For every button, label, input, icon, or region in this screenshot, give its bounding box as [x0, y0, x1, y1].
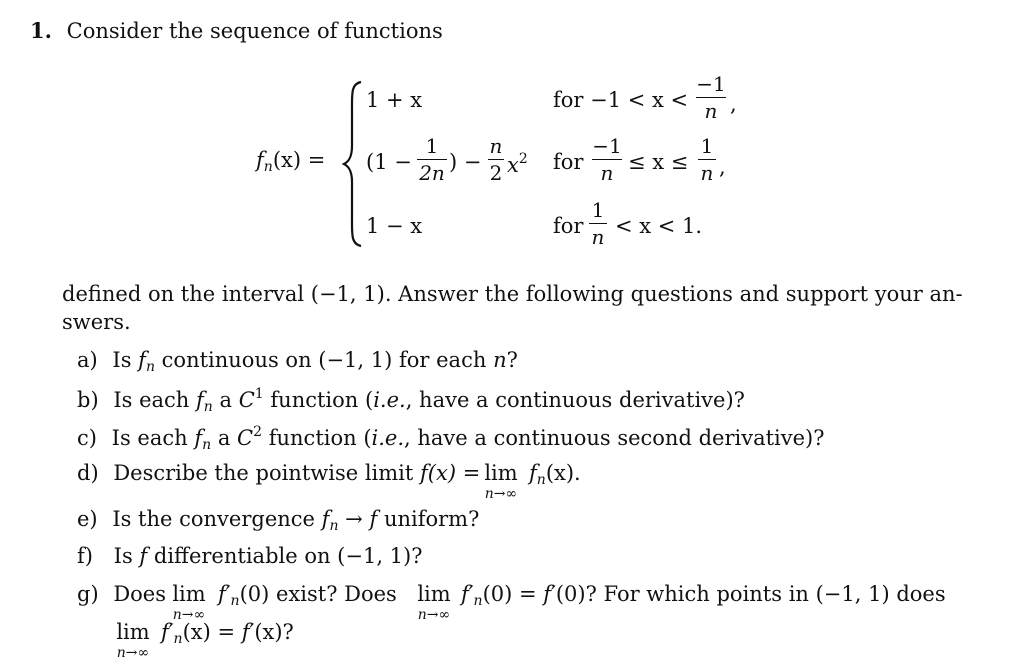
lhs-f: f — [256, 148, 264, 172]
question-g-limit-2 — [411, 584, 457, 622]
question-d-f: f — [529, 461, 537, 485]
case2-frac2 — [488, 136, 504, 183]
question-f-text1: Is — [113, 544, 133, 568]
definition-lhs — [256, 150, 325, 174]
question-f-text2: differentiable on (−1, 1)? — [153, 544, 423, 568]
question-g-text5: (x) = — [182, 620, 236, 644]
question-e-text2: uniform? — [383, 507, 480, 531]
question-g-lim2: lim — [417, 582, 451, 606]
question-c — [77, 425, 825, 452]
case3-frac-num: 1 — [591, 198, 605, 222]
case2-close: ) − — [449, 150, 482, 174]
case3-for: for — [553, 214, 584, 238]
question-e-text1: Is the convergence — [112, 507, 315, 531]
question-d — [77, 463, 480, 484]
question-b-f: f — [196, 388, 204, 412]
case2-frac3-num: −1 — [592, 134, 622, 158]
question-d-end: (x). — [545, 461, 581, 485]
case1-condition — [553, 90, 688, 111]
question-g-limit-3 — [110, 622, 156, 660]
question-g-fp4: f′ — [161, 620, 174, 644]
question-c-text1: Is each — [111, 426, 188, 450]
question-b-ie: i.e. — [373, 388, 406, 412]
question-e-arrow: → — [345, 507, 363, 531]
question-b-text2: a — [219, 388, 233, 412]
question-c-C: C — [237, 426, 254, 450]
question-a-label: a) — [77, 348, 98, 372]
case2-frac1-den: 2n — [419, 161, 445, 185]
question-g-text2: (0) exist? Does — [239, 582, 397, 606]
question-g-lim3: lim — [116, 620, 150, 644]
question-g-sub1: n — [230, 593, 240, 609]
body-line-1: defined on the interval (−1, 1). Answer the following questions and support your an- — [62, 282, 963, 306]
case2-frac1-num: 1 — [425, 134, 439, 158]
case2-frac4-den: n — [700, 161, 714, 185]
left-brace — [342, 80, 364, 248]
question-g-end — [161, 622, 294, 646]
question-c-f: f — [194, 426, 203, 450]
question-a-text2: continuous on (−1, 1) for each — [161, 348, 487, 372]
case2-frac1 — [417, 136, 447, 183]
lhs-sub: n — [263, 159, 273, 175]
question-e-label: e) — [77, 507, 98, 531]
question-d-text1: Describe the pointwise limit — [113, 461, 414, 485]
question-g-text1: Does — [113, 582, 167, 606]
question-d-tail — [529, 463, 581, 487]
case2-x-squared — [507, 152, 528, 176]
question-g-sub2: n — [473, 593, 483, 609]
problem-intro: Consider the sequence of functions — [66, 19, 443, 43]
question-g-fp5: f′ — [241, 620, 255, 644]
case1-frac-num: −1 — [696, 72, 726, 96]
question-d-label: d) — [77, 461, 99, 485]
question-g-fp3: f′ — [543, 582, 556, 606]
case2-punct: , — [719, 155, 726, 179]
case3-tail: < x < 1. — [615, 214, 703, 238]
body-line-2: swers. — [62, 310, 131, 334]
question-a-text1: Is — [112, 348, 132, 372]
lhs-arg: (x) = — [272, 148, 326, 172]
question-e-sub: n — [329, 518, 339, 534]
question-a-sub: n — [145, 359, 155, 375]
case3-fraction — [589, 200, 607, 247]
case2-frac3-den: n — [600, 161, 614, 185]
question-g-text3: (0) = — [482, 582, 537, 606]
case2-mid: ≤ x ≤ — [628, 150, 689, 174]
question-b — [77, 387, 745, 414]
question-g-lim1: lim — [172, 582, 206, 606]
question-e-f2: f — [369, 507, 378, 531]
question-f-label: f) — [77, 544, 93, 568]
question-b-sup: 1 — [254, 386, 264, 402]
question-c-label: c) — [77, 426, 97, 450]
question-g-label: g) — [77, 582, 99, 606]
question-c-ie: i.e. — [371, 426, 405, 450]
question-g-mid-1 — [218, 584, 397, 608]
question-g-lim2-sub: n→∞ — [417, 607, 451, 623]
case2-frac2-den: 2 — [489, 161, 503, 185]
question-g-fp2: f′ — [461, 582, 474, 606]
case2-x: x — [507, 153, 519, 177]
case1-expression: 1 + x — [366, 88, 423, 112]
case2-frac2-num: n — [489, 134, 503, 158]
question-d-limit — [478, 463, 524, 501]
question-d-sub: n — [536, 472, 546, 488]
question-g-sub4: n — [173, 631, 183, 647]
question-f-f: f — [139, 544, 148, 568]
case1-cond-prefix: for −1 < x < — [553, 88, 689, 112]
question-f — [77, 546, 422, 567]
question-d-lim: lim — [484, 461, 518, 485]
question-d-fx: f(x) = — [420, 461, 481, 485]
case1-punct: , — [730, 92, 737, 116]
case2-pow: 2 — [518, 151, 528, 167]
question-g-fp1: f′ — [218, 582, 231, 606]
question-g-lim3-sub: n→∞ — [116, 645, 150, 661]
question-g-text6: (x)? — [254, 620, 294, 644]
question-g-start — [77, 584, 166, 605]
question-c-sub: n — [202, 437, 212, 453]
case2-frac4-num: 1 — [700, 134, 714, 158]
case3-frac-den: n — [591, 225, 605, 249]
question-g-lim1-sub: n→∞ — [172, 607, 206, 623]
question-a-n: n — [493, 348, 507, 372]
question-g-mid-2 — [461, 584, 946, 608]
question-d-lim-sub: n→∞ — [484, 486, 518, 502]
question-e-f: f — [321, 507, 330, 531]
question-a-end: ? — [506, 348, 518, 372]
question-c-text3: function ( — [268, 426, 372, 450]
problem-number: 1. — [30, 18, 52, 43]
case2-frac4 — [698, 136, 716, 183]
question-g-text4: (0)? For which points in (−1, 1) does — [555, 582, 946, 606]
case2-frac3 — [592, 136, 622, 183]
question-c-sup: 2 — [253, 424, 263, 440]
question-c-text2: a — [217, 426, 231, 450]
question-b-text3: function ( — [270, 388, 374, 412]
case1-frac-den: n — [704, 99, 718, 123]
case1-fraction — [696, 74, 726, 121]
question-b-text4: , have a continuous derivative)? — [405, 388, 745, 412]
problem-header — [30, 20, 443, 42]
question-b-text1: Is each — [113, 388, 190, 412]
question-g-limit-1 — [166, 584, 212, 622]
question-a — [77, 350, 518, 374]
question-b-sub: n — [203, 399, 213, 415]
case2-for: for — [553, 150, 584, 174]
question-c-text4: , have a continuous second derivative)? — [404, 426, 825, 450]
question-b-label: b) — [77, 388, 99, 412]
question-e — [77, 509, 479, 533]
case2-open: (1 − — [366, 150, 412, 174]
case3-expression: 1 − x — [366, 214, 423, 238]
question-b-C: C — [238, 388, 255, 412]
question-a-f: f — [138, 348, 146, 372]
